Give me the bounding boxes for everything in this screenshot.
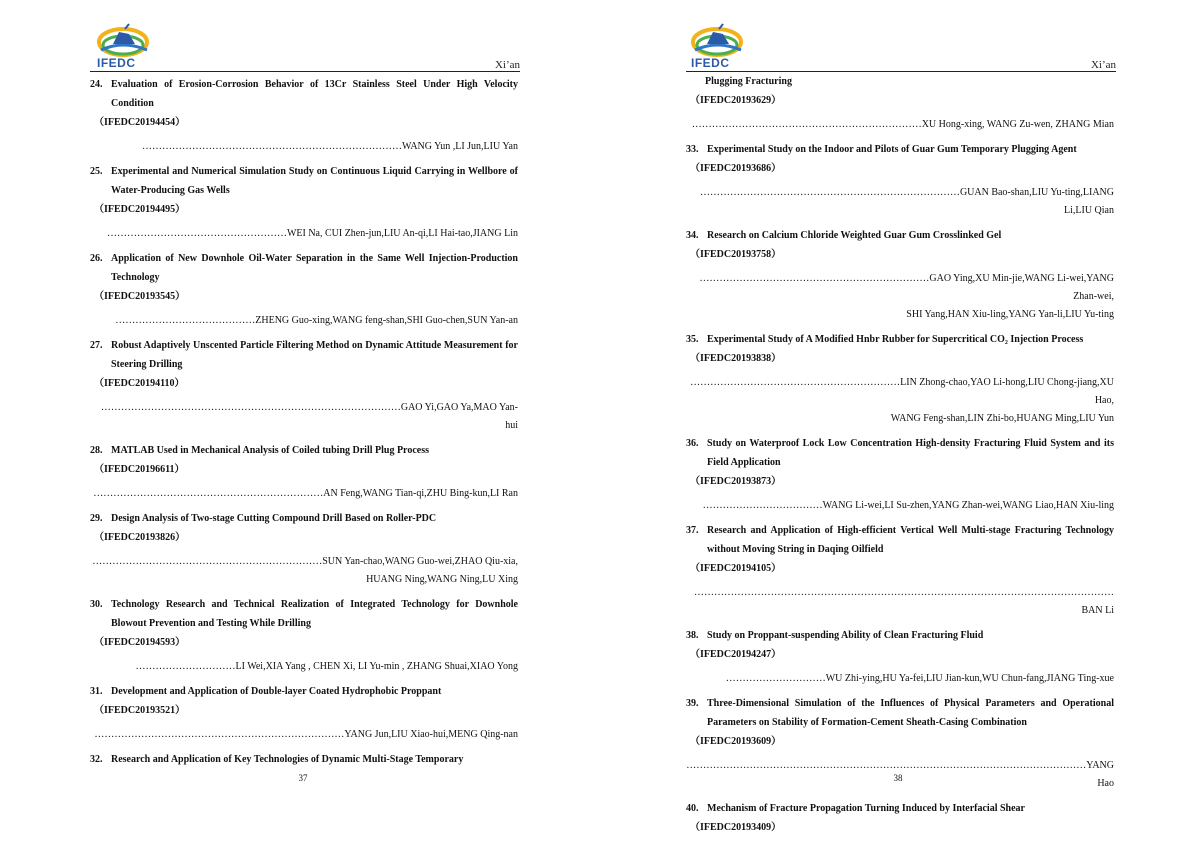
entry-number: 32. [90, 754, 103, 765]
entry-authors-cont: HUANG Ning,WANG Ning,LU Xing [366, 574, 518, 585]
entry-id: （IFEDC20194105） [690, 563, 782, 574]
entry-id: （IFEDC20194247） [690, 649, 782, 660]
entry-title: Application of New Downhole Oil-Water Separation in the Same Well Injection-Production Technology [111, 253, 518, 283]
entry-id: （IFEDC20193629） [690, 95, 782, 106]
entry-title: Research on Calcium Chloride Weighted Guar Gum Crosslinked Gel [707, 230, 1002, 241]
header-city: Xi’an [1090, 59, 1116, 71]
header-city: Xi’an [494, 59, 520, 71]
entry-number: 24. [90, 79, 103, 90]
entry-33: 33. Experimental Study on the Indoor and Pilots of Guar Gum Temporary Plugging Agent （IFEDC20193686） ……………………………………………………………………GUAN Bao-shan,LIU Yu-ting,LIANG Li,LIU Qian [686, 140, 1114, 220]
page-number: 38 [893, 773, 903, 783]
page-number: 37 [298, 773, 308, 783]
entry-title: Research and Application of Key Technologies of Dynamic Multi-Stage Temporary [111, 754, 464, 765]
entry-title: Technology Research and Technical Realization of Integrated Technology for Downhole Blowout Prevention and Testing While Drilling [111, 599, 518, 629]
entry-authors: GUAN Bao-shan,LIU Yu-ting,LIANG Li,LIU Qian [959, 187, 1114, 216]
entry-id: （IFEDC20193545） [94, 291, 186, 302]
entry-number: 28. [90, 445, 103, 456]
entry-authors: WANG Yun ,LI Jun,LIU Yan [401, 141, 518, 152]
entry-number: 33. [686, 144, 699, 155]
entry-id: （IFEDC20193609） [690, 736, 782, 747]
entry-title-cont: Plugging Fracturing [705, 76, 792, 87]
entry-number: 37. [686, 525, 699, 536]
right-page [596, 0, 1192, 842]
entry-30: 30. Technology Research and Technical Realization of Integrated Technology for Downhole Blowout Prevention and Testing While Drilling （IFEDC20194593） …………………………LI Wei,XIA Yang , CHEN Xi, LI Yu-min , ZHANG Shuai,XIAO Yong [90, 595, 518, 676]
entry-title: Three-Dimensional Simulation of the Influences of Physical Parameters and Operational Parameters on Stability of Formation-Cement Sheath-Casing Combination [707, 698, 1114, 728]
entry-id: （IFEDC20193838） [690, 353, 782, 364]
entry-number: 30. [90, 599, 103, 610]
right-entries [686, 72, 1114, 837]
entry-36: 36. Study on Waterproof Lock Low Concentration High-density Fracturing Fluid System and its Field Application （IFEDC20193873） ………………………………WANG Li-wei,LI Su-zhen,YANG Zhan-wei,WANG Liao,HAN Xiu-ling [686, 434, 1114, 515]
entry-29: 29. Design Analysis of Two-stage Cutting Compound Drill Based on Roller-PDC （IFEDC20193826） ……………………………………………………………SUN Yan-chao,WANG Guo-wei,ZHAO Qiu-xia, HUANG Ning,WANG Ning,LU Xing [90, 509, 518, 589]
entry-id: （IFEDC20193521） [94, 705, 186, 716]
entry-title: Evaluation of Erosion-Corrosion Behavior of 13Cr Stainless Steel Under High Velocity Condition [111, 79, 518, 109]
entry-id: （IFEDC20194454） [94, 117, 186, 128]
logo-text: IFEDC [691, 56, 730, 70]
entry-title: MATLAB Used in Mechanical Analysis of Coiled tubing Drill Plug Process [111, 445, 429, 456]
entry-number: 34. [686, 230, 699, 241]
entry-authors-cont: WANG Feng-shan,LIN Zhi-bo,HUANG Ming,LIU Yun [890, 413, 1114, 424]
entry-authors: XU Hong-xing, WANG Zu-wen, ZHANG Mian [921, 119, 1114, 130]
entry-27: 27. Robust Adaptively Unscented Particle Filtering Method on Dynamic Attitude Measurement for Steering Drilling （IFEDC20194110） ………………………………………………………………………………GAO Yi,GAO Ya,MAO Yan-hui [90, 336, 518, 435]
entry-number: 36. [686, 438, 699, 449]
entry-id: （IFEDC20194110） [94, 378, 185, 389]
entry-number: 25. [90, 166, 103, 177]
entry-34: 34. Research on Calcium Chloride Weighted Guar Gum Crosslinked Gel （IFEDC20193758） ……………………………………………………………GAO Ying,XU Min-jie,WANG Li-wei,YANG Zhan-wei, SHI Yang,HAN Xiu-ling,YANG Yan-li,LIU Yu-ting [686, 226, 1114, 324]
entry-number: 26. [90, 253, 103, 264]
entry-title: Experimental Study on the Indoor and Pilots of Guar Gum Temporary Plugging Agent [707, 144, 1077, 155]
logo-emblem-icon [689, 20, 749, 58]
entry-id: （IFEDC20196611） [94, 464, 185, 475]
entry-title: Robust Adaptively Unscented Particle Filtering Method on Dynamic Attitude Measurement for Steering Drilling [111, 340, 518, 370]
entry-authors: BAN Li [1081, 605, 1114, 616]
entry-authors: WEI Na, CUI Zhen-jun,LIU An-qi,LI Hai-tao,JIANG Lin [286, 228, 518, 239]
entry-title: Study on Waterproof Lock Low Concentration High-density Fracturing Fluid System and its Field Application [707, 438, 1114, 468]
entry-38: 38. Study on Proppant-suspending Ability of Clean Fracturing Fluid （IFEDC20194247） …………………………WU Zhi-ying,HU Ya-fei,LIU Jian-kun,WU Chun-fang,JIANG Ting-xue [686, 626, 1114, 688]
entry-authors: ZHENG Guo-xing,WANG feng-shan,SHI Guo-chen,SUN Yan-an [255, 315, 518, 326]
entry-title: Mechanism of Fracture Propagation Turning Induced by Interfacial Shear [707, 803, 1025, 814]
entry-authors: LI Wei,XIA Yang , CHEN Xi, LI Yu-min , ZHANG Shuai,XIAO Yong [235, 661, 518, 672]
entry-id: （IFEDC20193758） [690, 249, 782, 260]
entry-title: Design Analysis of Two-stage Cutting Compound Drill Based on Roller-PDC [111, 513, 437, 524]
entry-authors: YANG Hao [1086, 760, 1114, 789]
entry-title: Study on Proppant-suspending Ability of Clean Fracturing Fluid [707, 630, 984, 641]
entry-authors: YANG Jun,LIU Xiao-hui,MENG Qing-nan [344, 729, 518, 740]
entry-authors: GAO Ying,XU Min-jie,WANG Li-wei,YANG Zhan-wei, [929, 273, 1114, 302]
entry-id: （IFEDC20193873） [690, 476, 782, 487]
entry-authors: LIN Zhong-chao,YAO Li-hong,LIU Chong-jiang,XU Hao, [900, 377, 1114, 406]
entry-26: 26. Application of New Downhole Oil-Water Separation in the Same Well Injection-Production Technology （IFEDC20193545） ……………………………………ZHENG Guo-xing,WANG feng-shan,SHI Guo-chen,SUN Yan-an [90, 249, 518, 330]
entry-35: 35. Experimental Study of A Modified Hnbr Rubber for Supercritical CO₂ Injection Process （IFEDC20193838） ………………………………………………………LIN Zhong-chao,YAO Li-hong,LIU Chong-jiang,XU Hao, WANG Feng-shan,LIN Zhi-bo,HUANG Ming,LIU Yun [686, 330, 1114, 428]
entry-37: 37. Research and Application of High-efficient Vertical Well Multi-stage Fracturing Technology without Moving String in Daqing Oilfield （IFEDC20194105） ………………………………………………………………………………………………………………BAN Li [686, 521, 1114, 620]
entry-authors: AN Feng,WANG Tian-qi,ZHU Bing-kun,LI Ran [323, 488, 518, 499]
entry-title: Research and Application of High-efficient Vertical Well Multi-stage Fracturing Technology without Moving String in Daqing Oilfield [707, 525, 1114, 555]
entry-number: 29. [90, 513, 103, 524]
entry-number: 35. [686, 334, 699, 345]
entry-authors: WU Zhi-ying,HU Ya-fei,LIU Jian-kun,WU Chun-fang,JIANG Ting-xue [825, 673, 1114, 684]
entry-id: （IFEDC20193409） [690, 822, 782, 833]
entry-39: 39. Three-Dimensional Simulation of the Influences of Physical Parameters and Operational Parameters on Stability of Formation-Cement Sheath-Casing Combination （IFEDC20193609） …………………………………………………………………………………………………………YANG Hao [686, 694, 1114, 793]
entry-authors-cont: SHI Yang,HAN Xiu-ling,YANG Yan-li,LIU Yu-ting [906, 309, 1114, 320]
entry-32-continued: Plugging Fracturing （IFEDC20193629） ……………………………………………………………XU Hong-xing, WANG Zu-wen, ZHANG Mian [686, 72, 1114, 134]
entry-authors: SUN Yan-chao,WANG Guo-wei,ZHAO Qiu-xia, [322, 556, 518, 567]
logo-text: IFEDC [97, 56, 136, 70]
logo-emblem-icon [95, 20, 155, 58]
ifedc-logo [95, 20, 155, 70]
entry-number: 39. [686, 698, 699, 709]
entry-number: 31. [90, 686, 103, 697]
entry-number: 40. [686, 803, 699, 814]
entry-28: 28. MATLAB Used in Mechanical Analysis of Coiled tubing Drill Plug Process （IFEDC20196611） ……………………………………………………………AN Feng,WANG Tian-qi,ZHU Bing-kun,LI Ran [90, 441, 518, 503]
entry-id: （IFEDC20193686） [690, 163, 782, 174]
entry-title: Development and Application of Double-layer Coated Hydrophobic Proppant [111, 686, 442, 697]
entry-authors: GAO Yi,GAO Ya,MAO Yan-hui [400, 402, 518, 431]
entry-id: （IFEDC20194593） [94, 637, 186, 648]
entry-title: Experimental and Numerical Simulation Study on Continuous Liquid Carrying in Wellbore of Water-Producing Gas Wells [111, 166, 518, 196]
entry-id: （IFEDC20193826） [94, 532, 186, 543]
entry-number: 38. [686, 630, 699, 641]
entry-id: （IFEDC20194495） [94, 204, 186, 215]
left-entries [90, 72, 518, 769]
entry-25: 25. Experimental and Numerical Simulation Study on Continuous Liquid Carrying in Wellbore of Water-Producing Gas Wells （IFEDC20194495） ………………………………………………WEI Na, CUI Zhen-jun,LIU An-qi,LI Hai-tao,JIANG Lin [90, 162, 518, 243]
entry-authors: WANG Li-wei,LI Su-zhen,YANG Zhan-wei,WANG Liao,HAN Xiu-ling [822, 500, 1114, 511]
entry-32 [90, 750, 518, 769]
entry-number: 27. [90, 340, 103, 351]
ifedc-logo [689, 20, 749, 70]
entry-40 [686, 799, 1114, 837]
entry-title: Experimental Study of A Modified Hnbr Rubber for Supercritical CO₂ Injection Process [707, 334, 1084, 345]
entry-31: 31. Development and Application of Double-layer Coated Hydrophobic Proppant （IFEDC20193521） …………………………………………………………………YANG Jun,LIU Xiao-hui,MENG Qing-nan [90, 682, 518, 744]
entry-24: 24. Evaluation of Erosion-Corrosion Behavior of 13Cr Stainless Steel Under High Velocity Condition （IFEDC20194454） ……………………………………………………………………WANG Yun ,LI Jun,LIU Yan [90, 75, 518, 156]
